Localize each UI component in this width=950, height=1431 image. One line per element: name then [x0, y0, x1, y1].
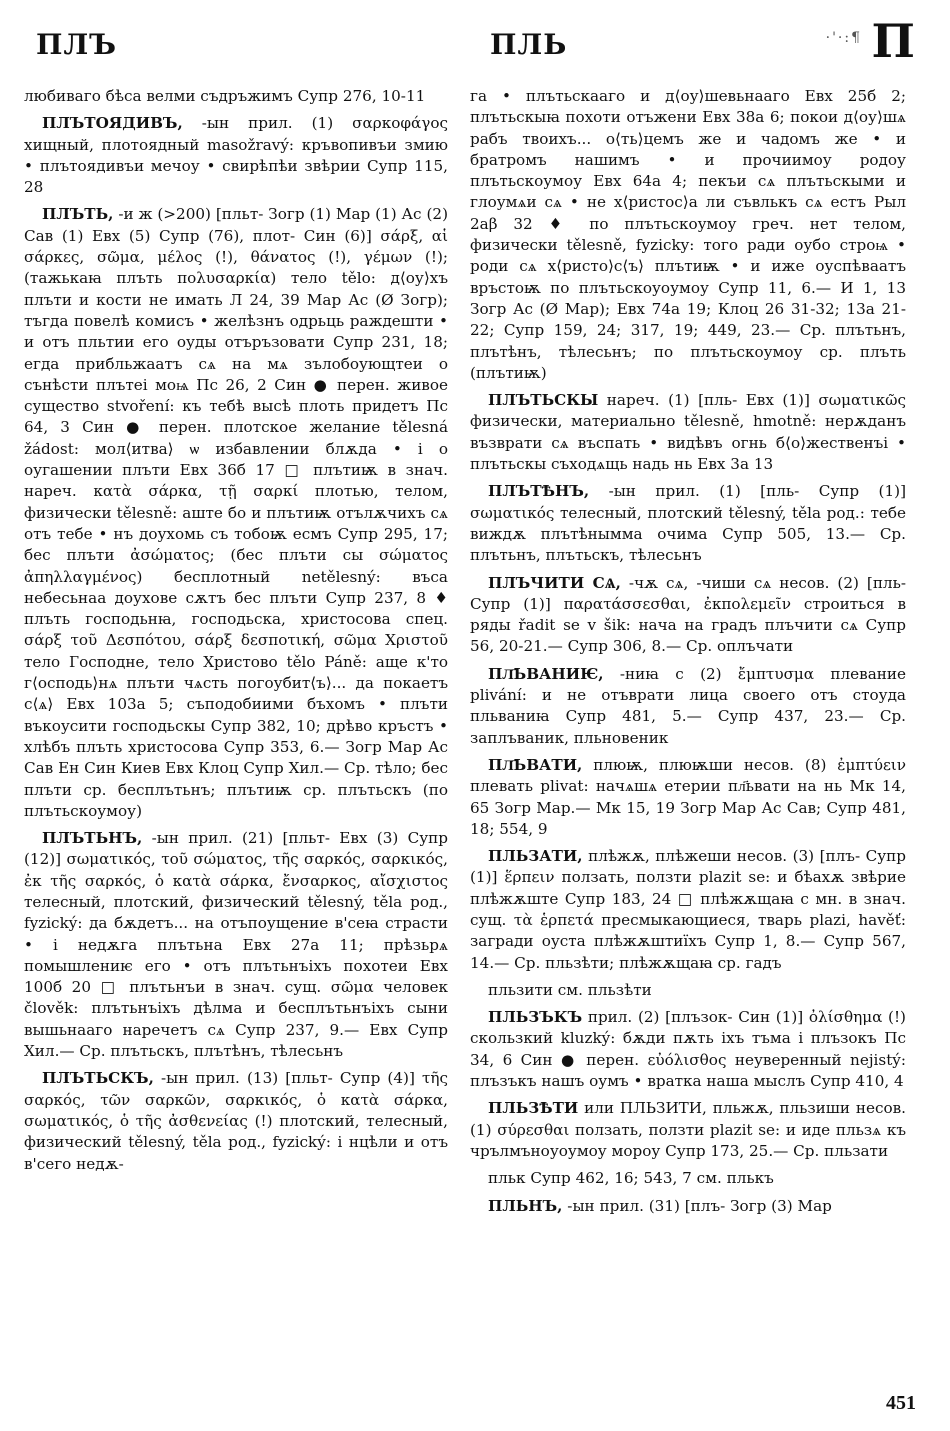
dictionary-entry — [470, 86, 906, 384]
entry-body: нареч. (1) [пль- Евх (1)] σωματικῶς физически, материально tělesně, hmotně: нерѫданъ възврати сѧ въспать • видѣвъ огнь б⟨о⟩жественъі • плътьскы съходѧщь надь нь Евх 3а 13 — [470, 391, 906, 474]
entry-headword: ПЛЪТЬНЪ, — [42, 829, 143, 848]
entry-headword: ПЛЪТЬСКЪ, — [42, 1069, 154, 1088]
dictionary-entry — [470, 664, 906, 749]
entry-headword: ПЛЬНЪ, — [488, 1196, 563, 1215]
dictionary-entry — [470, 390, 906, 475]
dictionary-entry — [470, 481, 906, 566]
dictionary-entry — [24, 204, 448, 822]
dictionary-entry — [470, 1196, 906, 1217]
running-head-center: ПЛЬ — [490, 28, 568, 61]
dictionary-entry — [24, 86, 448, 107]
entry-body: пльк Супр 462, 16; 543, 7 см. плькъ — [488, 1169, 774, 1188]
entry-headword: ПЛЬЗѢТИ — [488, 1099, 579, 1118]
entry-headword: ПЛЪТѢНЪ, — [488, 482, 590, 501]
dictionary-entry — [470, 980, 906, 1001]
page-number: 451 — [886, 1392, 916, 1414]
entry-body: -ын прил. (31) [плъ- Зогр (3) Мар — [562, 1196, 832, 1215]
dictionary-entry — [24, 113, 448, 198]
entry-headword: ПЛЪЧИТИ СѦ, — [488, 573, 621, 592]
entry-body: -ын прил. (13) [пльт- Супр (4)] τῆς σαρκός, τῶν σαρκῶν, σαρκικός, ὁ κατὰ σάρκα, σωματικός, ὁ τῆς ἀσθενείας (!) плотский, телесный, физический tělesný, těla род., fyzický: і нцѣли и отъ в'сего недѫ- — [24, 1069, 448, 1173]
entry-headword: ПЛЬЗЪКЪ — [488, 1008, 583, 1027]
entry-body: плѣжѫ, плѣжеши несов. (3) [плъ- Супр (1)] ἕρπειν ползать, ползти plazit se: и бѣахѫ звѣрие плѣжѫште Супр 183, 24 □ плѣжѫщаꙗ с мн. в знач. сущ. τὰ ἑρπετά пресмыкающиеся, тварь plazi, havěť: загради оуста плѣжѫштиїхъ Супр 1, 8.— Супр 567, 14.— Ср. пльзѣти; плѣжѫщаꙗ ср. гадъ — [470, 847, 906, 972]
entry-headword: ПЛ҃ЬВАТИ, — [488, 755, 583, 774]
right-column — [470, 86, 906, 1223]
dictionary-entry — [470, 1098, 906, 1162]
entry-headword: ПЛЪТЬ, — [42, 205, 114, 224]
entry-body: любиваго бѣса велми съдръжимъ Супр 276, 10-11 — [24, 87, 426, 105]
entry-body: -чѫ сѧ, -чиши сѧ несов. (2) [пль- Супр (1)] παρατάσσεσθαι, ἐκπολεμεῖν строиться в ряды řadit se v šik: нача на градъ плъчити сѧ Супр 56, 20-21.— Супр 306, 8.— Ср. оплъчати — [470, 573, 906, 656]
entry-headword: ПЛ҃ЬВАНИѤ, — [488, 664, 604, 683]
entry-body: -ын прил. (21) [пльт- Евх (3) Супр (12)] σωματικός, τοῦ σώματος, τῆς σαρκός, σαρκικός, ἐκ τῆς σαρκός, ὁ κατὰ σάρκα, ἔνσαρκος, αἴσχιστος телесный, плотский, физический tělesný, těla род., fyzický: да бѫдетъ... на отъпоущение в'сеꙗ страсти • і недѫга плътьна Евх 27а 11; прѣзьрѧ помышлениѥ его • отъ плътьнъіхъ похотеи Евх 100б 20 □ плътьнъи в знач. сущ. σῶμα человек člověk: плътьнъіхъ дѣлма и бесплътьнъіхъ сыни вышьнааго наречетъ сѧ Супр 237, 9.— Евх Супр Хил.— Ср. плътьскъ, плътѣнъ, тѣлесьнъ — [24, 829, 448, 1061]
entry-body: пльзити см. пльзѣти — [488, 980, 652, 999]
section-letter: П — [871, 14, 916, 68]
dictionary-entry — [24, 1068, 448, 1174]
entry-body: прил. (2) [плъзок- Син (1)] ὀλίσθημα (!) скользкий kluzký: бѫди пѫть іхъ тъма і плъзокъ Пс 34, 6 Син ● перен. εὐόλισθος неуверенный nejistý: плъзъкъ нашъ оумъ • вратка наша мыслъ Супр 410, 4 — [470, 1008, 906, 1091]
entry-body: -ын прил. (1) [пль- Супр (1)] σωματικός телесный, плотский tělesný, těla род.: тебе виждѫ плътѣнымма очима Супр 505, 13.— Ср. плътьнъ, плътьскъ, тѣлесьнъ — [470, 482, 906, 565]
left-column — [24, 86, 448, 1181]
running-head-left: ПЛЪ — [36, 28, 117, 61]
dictionary-entry — [470, 846, 906, 974]
entry-body: или ПЛЬЗИТИ, пльжѫ, пльзиши несов. (1) σύρεσθαι ползать, ползти plazit se: и иде пльзѧ къ чрълмъноуоумоу мороу Супр 173, 25.— Ср. пльзати — [470, 1099, 906, 1160]
entry-body: га • плътьскааго и д⟨оу⟩шевьнааго Евх 25б 2; плътьскыꙗ похоти отъжени Евх 38а 6; покои д⟨оу⟩шѧ рабъ твоихъ... о⟨ть⟩цемъ же и чадомъ же • и братромъ нашимъ • и прочиимоу родоу плътьскоумоу Евх 64а 4; пекъи сѧ плътьскыми и глоумѧи сѧ • не х⟨ристос⟩а ли съвлькъ сѧ естъ Рыл 2аβ 32 ♦ по плътьскоумоу греч. нет телом, физически tělesně, fyzicky: того ради оубо строѩ • роди сѧ х⟨ристо⟩с⟨ъ⟩ плътиѭ • и иже оуспѣваатъ връстоѭ по плътьскоуоумоу Супр 11, 6.— И 1, 13 Зогр Ас (Ø Мар); Евх 74а 19; Клоц 26 31-32; 13а 21-22; Супр 159, 24; 317, 19; 449, 23.— Ср. плътьнъ, плътѣнъ, тѣлесьнъ; по плътьскоумоу ср. плъть (плътиѭ) — [470, 87, 906, 382]
entry-body: -и ж (>200) [пльт- Зогр (1) Мар (1) Ас (2) Сав (1) Евх (5) Супр (76), плот- Син (6)] σάρξ, αἱ σάρκες, σῶμα, μέλος (!), θάνατος (!), γέμων (!); (тажькаꙗ плъть πολυσαρκία) тело tělo: д⟨оу⟩хъ плъти и кости не имать Л 24, 39 Мар Ас (Ø Зогр); тъгда повелѣ комисъ • желѣзнъ одрьць раждешти • и отъ пльтии его оуды отъръзовати Супр 231, 18; егда прибльжаатъ сѧ на мѧ зълобоующтеи о сънѣсти плътеі моѩ Пс 26, 2 Син ● перен. живое существо stvoření: къ тебѣ высѣ плоть придетъ Пс 64, 3 Син ● перен. плотское желание tělesná žádost: мол⟨итва⟩ ѡ избавлении блѫда • і о оугашении плъти Евх 36б 17 □ плътиѭ в знач. нареч. κατὰ σάρκα, τῇ σαρκί плотью, телом, физически tělesně: аште бо и плътиѭ отълѫчихъ сѧ отъ тебе • нъ доухомь съ тобоѭ есмъ Супр 295, 17; бес плъти ἀσώματος; (бес плъти сы σώματος ἀπηλλαγμένος) бесплотный netělesný: въса небесьнаа доухове сѫтъ бес плъти Супр 237, 8 ♦ плъть господьнꙗ, господьска, христосова спец. σάρξ τοῦ Δεσπότου, σάρξ δεσποτική, σῶμα Χριστοῦ тело Господне, тело Христово tělo Páně: аще к'то г⟨осподь⟩нѧ плъти чѧсть погоубит⟨ъ⟩... да покаетъ с⟨ѧ⟩ Евх 103а 5; съподобиими бъхомъ • плъти въкоусити господьскы Супр 382, 10; дрѣво кръстъ • хлѣбъ плъть христосова Супр 353, 6.— Зогр Мар Ас Сав Ен Син Киев Евх Клоц Супр Хил.— Ср. тѣло; бес плъти ср. бесплътьнъ; плътиѭ ср. плътьскъ (по плътьскоумоу) — [24, 205, 448, 820]
dictionary-entry — [470, 1007, 906, 1092]
header-ornament: ·'·:¶ — [825, 30, 862, 46]
entry-body: -ын прил. (1) σαρκοφάγος хищный, плотоядный masožravý: кръвопивъи змию • плътоядивъи мечоу • свирѣпѣи звѣрии Супр 115, 28 — [24, 114, 448, 197]
entry-headword: ПЛЪТЬСКЫ — [488, 391, 599, 410]
dictionary-entry — [470, 755, 906, 840]
dictionary-entry — [470, 573, 906, 658]
entry-headword: ПЛЬЗАТИ, — [488, 847, 583, 866]
entry-headword: ПЛЪТОЯДИВЪ, — [42, 114, 183, 133]
dictionary-entry — [24, 828, 448, 1062]
entry-body: -ниꙗ с (2) ἔμπτυσμα плевание plivání: и не отъврати лица своего отъ стоуда пльваниꙗ Супр 481, 5.— Супр 437, 23.— Ср. заплъваник, пльновеник — [470, 664, 906, 747]
entry-body: плюѭ, плюѭши несов. (8) ἐμπτύειν плевать plivat: начѧшѧ етерии пл҃ьвати на нь Мк 14, 65 Зогр Мар.— Мк 15, 19 Зогр Мар Ас Сав; Супр 481, 18; 554, 9 — [470, 755, 906, 838]
dictionary-entry — [470, 1168, 906, 1189]
